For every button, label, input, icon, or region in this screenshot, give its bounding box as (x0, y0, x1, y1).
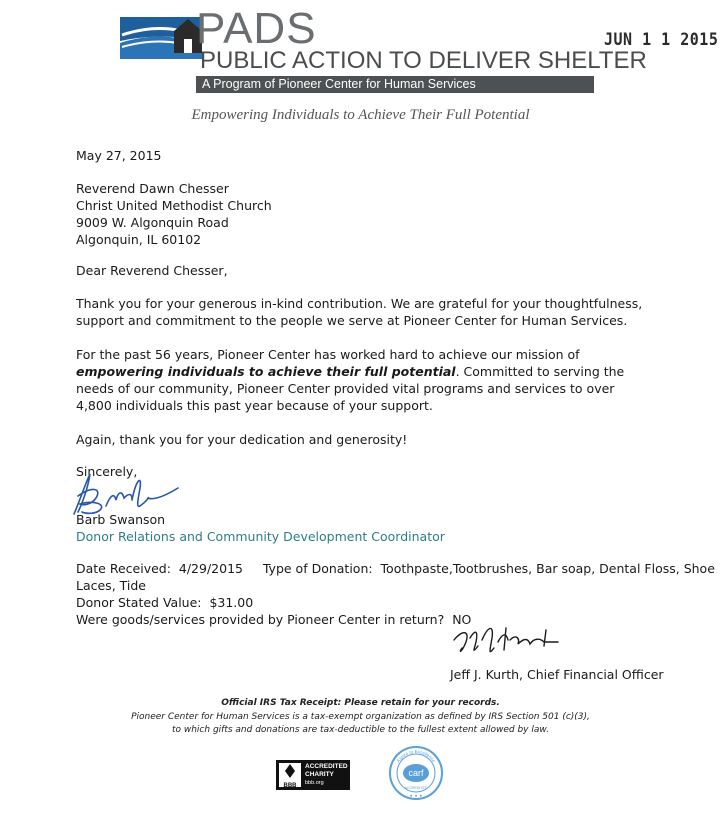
tax-receipt-note: Official IRS Tax Receipt: Please retain for your records. (221, 698, 500, 708)
tagline: Empowering Individuals to Achieve Their Full Potential (191, 107, 530, 123)
bbb-accredited-text: ACCREDITED (305, 763, 348, 770)
signer-name: Barb Swanson (76, 512, 166, 527)
signer-title: Donor Relations and Community Development Coordinator (76, 529, 445, 544)
donation-type-cont: Laces, Tide (76, 578, 146, 593)
letter-date: May 27, 2015 (76, 148, 162, 163)
pads-logo-mark (118, 13, 204, 63)
goods-answer: NO (452, 612, 472, 627)
bbb-torch-icon (279, 763, 301, 787)
paragraph-mission (76, 346, 651, 414)
bbb-url-text: bbb.org (305, 780, 324, 786)
mission-text: For the past 56 years, Pioneer Center has worked hard to achieve our mission of (76, 347, 580, 362)
closing: Sincerely, (76, 464, 138, 479)
cfo-name-title: Jeff J. Kurth, Chief Financial Officer (450, 667, 664, 682)
goods-question: Were goods/services provided by Pioneer Center in return? (76, 612, 445, 627)
org-name: PUBLIC ACTION TO DELIVER SHELTER (200, 47, 647, 74)
receipt-line-goods (76, 611, 471, 628)
bbb-charity-text: CHARITY (305, 771, 334, 778)
donation-type-value: Toothpaste,Tootbrushes, Bar soap, Dental Floss, Shoe (380, 561, 715, 576)
bbb-accredited-seal (276, 760, 350, 790)
paragraph-closing-thanks: Again, thank you for your dedication and generosity! (76, 432, 408, 447)
bbb-mark: BBB (283, 783, 297, 789)
carf-stars: ★ ★ ★ (409, 793, 423, 798)
carf-accredited-text: ACCREDITED (404, 786, 428, 790)
received-stamp: JUN 1 1 2015 (604, 28, 719, 50)
program-bar: A Program of Pioneer Center for Human Services (196, 76, 594, 93)
date-received-label: Date Received: (76, 561, 171, 576)
value-label: Donor Stated Value: (76, 595, 202, 610)
salutation: Dear Reverend Chesser, (76, 263, 228, 278)
signature-cfo (448, 620, 566, 660)
address-line: Algonquin, IL 60102 (76, 232, 202, 247)
recipient-address (76, 180, 272, 248)
address-line: 9009 W. Algonquin Road (76, 215, 229, 230)
value-amount: $31.00 (209, 595, 254, 610)
carf-accreditation-seal (388, 745, 444, 801)
address-line: Reverend Dawn Chesser (76, 181, 229, 196)
tax-exempt-line-2: to which gifts and donations are tax-deductible to the fullest extent allowed by law. (171, 725, 550, 735)
donation-type-label: Type of Donation: (262, 561, 373, 576)
date-received-value: 4/29/2015 (178, 561, 243, 576)
mission-text-cont: . Committed to serving the needs of our community, Pioneer Center provided vital programs and services to over 4,800 individuals this past year because of your support. (76, 364, 625, 413)
receipt-line-1 (76, 560, 715, 577)
mission-emphasis: empowering individuals to achieve their full potential (76, 364, 456, 379)
carf-wordmark: carf (408, 768, 424, 778)
tax-exempt-line-1: Pioneer Center for Human Services is a tax-exempt organization as defined by IRS Section 501 (c)(3), (131, 712, 590, 722)
paragraph-thanks: Thank you for your generous in-kind contribution. We are grateful for your thoughtfulness, support and commitment to the people we serve at Pioneer Center for Human Services. (76, 296, 643, 328)
address-line: Christ United Methodist Church (76, 198, 272, 213)
logo-wordmark: PADS (196, 4, 317, 53)
receipt-line-value (76, 594, 253, 611)
carf-ring-path: Aspire to Excellence (395, 748, 437, 764)
